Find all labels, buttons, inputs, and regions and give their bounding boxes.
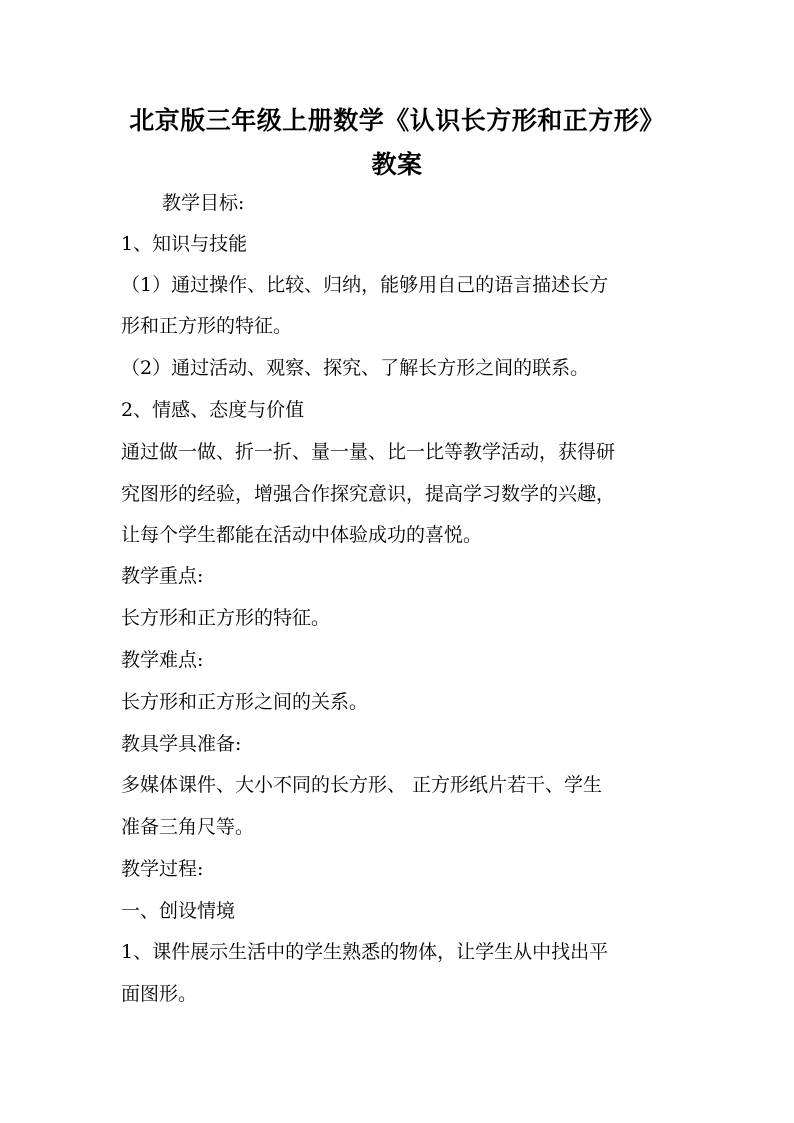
paragraph-line: （2）通过活动、观察、探究、了解长方形之间的联系。 [121, 357, 590, 379]
difficult-points-heading: 教学难点: [121, 649, 204, 671]
emotion-values-heading: 2、情感、态度与价值 [121, 399, 305, 421]
paragraph-line: （1）通过操作、比较、归纳，能够用自己的语言描述长方 [121, 274, 609, 296]
paragraph-line: 准备三角尺等。 [121, 816, 255, 838]
paragraph-line: 通过做一做、折一折、量一量、比一比等教学活动，获得研 [121, 441, 616, 463]
paragraph-line: 究图形的经验，增强合作探究意识，提高学习数学的兴趣， [121, 483, 616, 505]
document-title-line-2: 教案 [371, 150, 423, 179]
paragraph-line: 多媒体课件、大小不同的长方形、 正方形纸片若干、学生 [121, 774, 603, 796]
section-heading: 一、创设情境 [121, 900, 236, 922]
paragraph-line: 长方形和正方形之间的关系。 [121, 691, 369, 713]
document-title-line-1: 北京版三年级上册数学《认识长方形和正方形》 [129, 106, 665, 135]
materials-heading: 教具学具准备: [121, 733, 242, 755]
paragraph-line: 长方形和正方形的特征。 [121, 607, 331, 629]
knowledge-skills-heading: 1、知识与技能 [121, 233, 248, 255]
paragraph-line: 让每个学生都能在活动中体验成功的喜悦。 [121, 524, 483, 546]
paragraph-line: 形和正方形的特征。 [121, 315, 293, 337]
key-points-heading: 教学重点: [121, 565, 204, 587]
objectives-heading: 教学目标: [162, 192, 245, 214]
paragraph-line: 1、课件展示生活中的学生熟悉的物体，让学生从中找出平 [121, 941, 609, 963]
process-heading: 教学过程: [121, 858, 204, 880]
paragraph-line: 面图形。 [121, 983, 198, 1005]
